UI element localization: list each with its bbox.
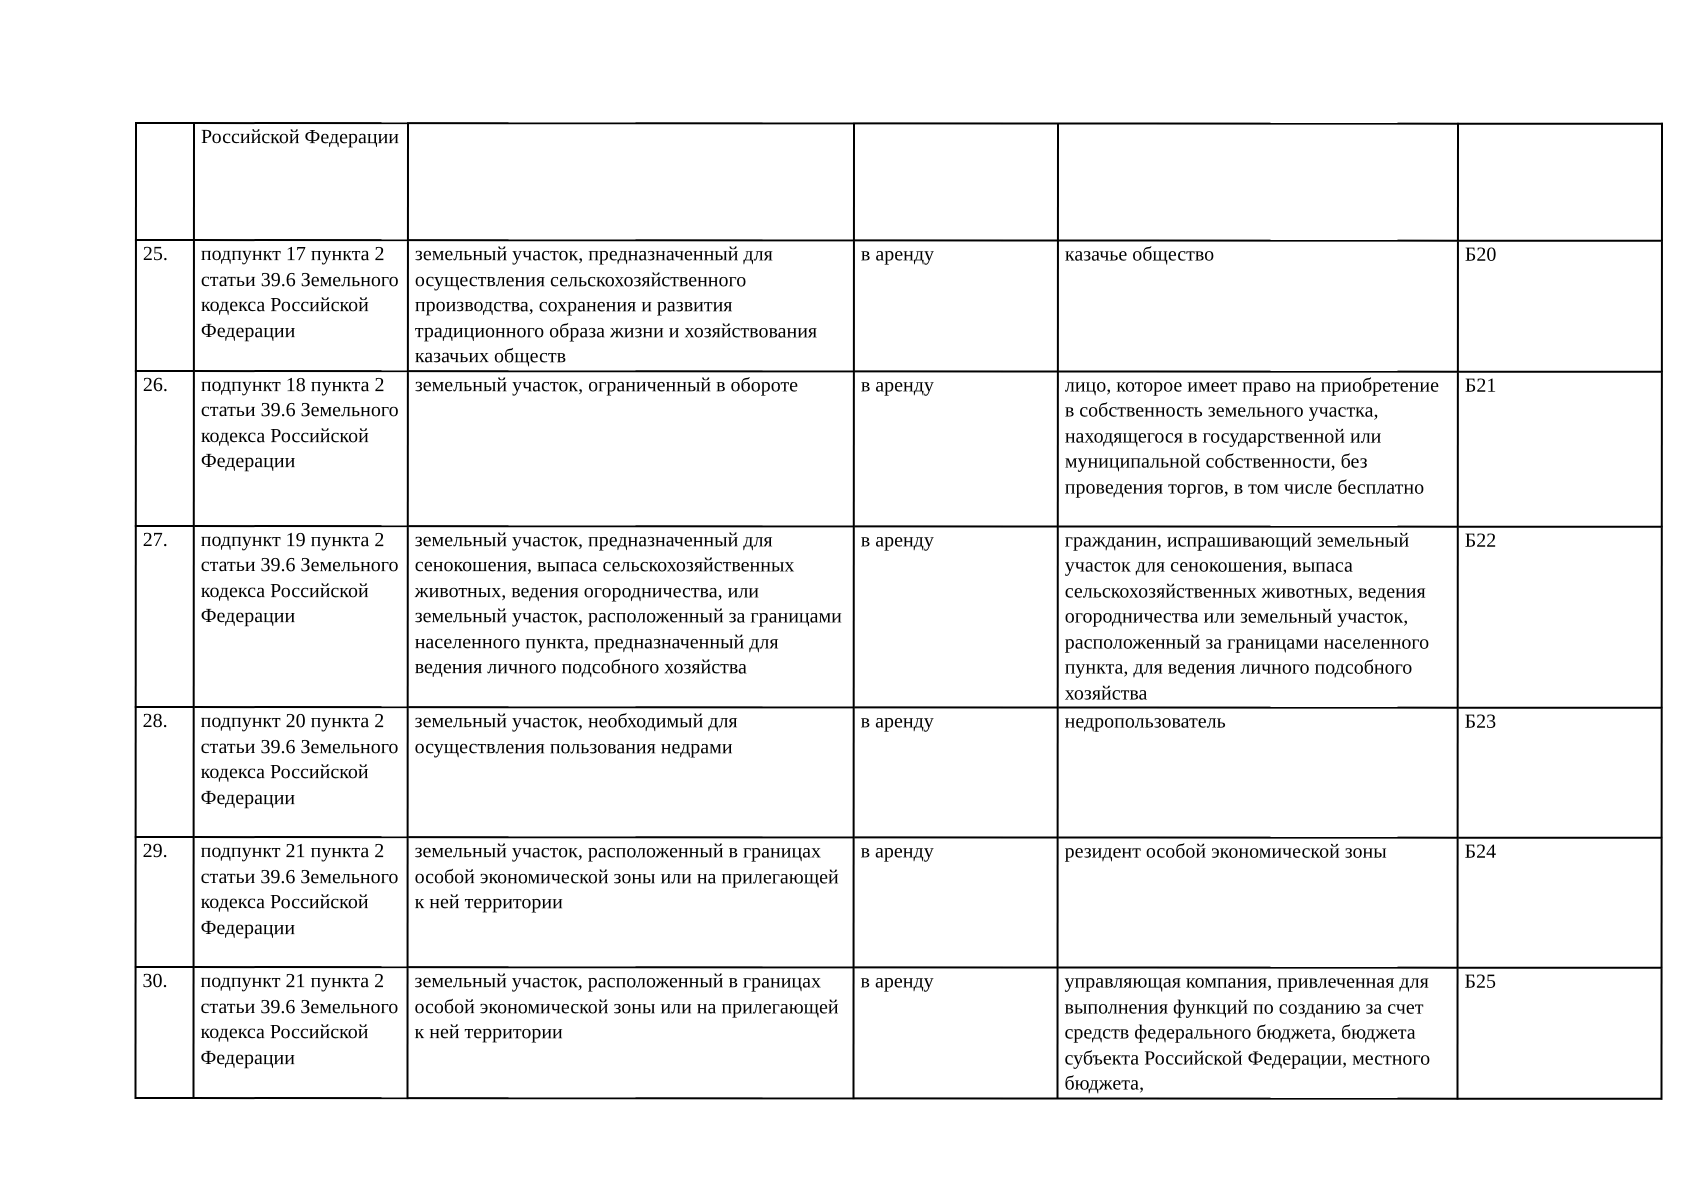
cell-subject xyxy=(1058,123,1458,240)
cell-right: в аренду xyxy=(854,371,1058,526)
cell-code: Б20 xyxy=(1458,241,1662,372)
cell-right: в аренду xyxy=(854,707,1058,837)
cell-object: земельный участок, расположенный в границах особой экономической зоны или на прилегающей к ней территории xyxy=(408,837,854,967)
cell-subject: казачье общество xyxy=(1058,240,1458,371)
table-row xyxy=(135,967,1661,1098)
table-row-continuation xyxy=(136,123,1662,241)
cell-num: 27. xyxy=(136,526,194,708)
cell-object: земельный участок, предназначенный для сенокошения, выпаса сельскохозяйственных животных, ведения огородничества, или земельный участок, расположенный за границами населенного пункта, предназначенный для ведения личного подсобного хозяйства xyxy=(408,526,854,708)
land-plot-table xyxy=(134,122,1663,1099)
cell-basis: подпункт 18 пункта 2 статьи 39.6 Земельного кодекса Российской Федерации xyxy=(194,371,408,526)
table-row xyxy=(136,240,1662,371)
cell-subject: управляющая компания, привлеченная для выполнения функций по созданию за счет средств федерального бюджета, бюджета субъекта Российской Федерации, местного бюджета, xyxy=(1057,967,1457,1098)
cell-object: земельный участок, предназначенный для осуществления сельскохозяйственного производства, сохранения и развития традиционного образа жизни и хозяйствования казачьих обществ xyxy=(408,240,854,371)
cell-object xyxy=(408,123,854,240)
cell-object: земельный участок, ограниченный в обороте xyxy=(408,371,854,526)
cell-right xyxy=(854,123,1058,240)
cell-num: 25. xyxy=(136,240,194,371)
cell-subject: недропользователь xyxy=(1058,707,1458,837)
cell-num xyxy=(136,123,194,240)
cell-object: земельный участок, необходимый для осуществления пользования недрами xyxy=(408,707,854,837)
cell-right: в аренду xyxy=(853,967,1057,1098)
table-row xyxy=(136,526,1662,708)
cell-basis: подпункт 17 пункта 2 статьи 39.6 Земельного кодекса Российской Федерации xyxy=(194,240,408,371)
cell-right: в аренду xyxy=(854,837,1058,967)
cell-code: Б21 xyxy=(1458,371,1662,526)
table-row xyxy=(136,371,1662,527)
cell-subject: гражданин, испрашивающий земельный участок для сенокошения, выпаса сельскохозяйственных животных, ведения огородничества или земельный участок, расположенный за границами населенного пункта, для ведения личного подсобного хозяйства xyxy=(1058,526,1458,708)
cell-code: Б23 xyxy=(1458,708,1662,838)
cell-num: 28. xyxy=(136,707,194,837)
cell-basis: подпункт 21 пункта 2 статьи 39.6 Земельного кодекса Российской Федерации xyxy=(193,967,407,1098)
cell-num: 30. xyxy=(135,967,193,1098)
cell-subject: лицо, которое имеет право на приобретение в собственность земельного участка, находящегося в государственной или муниципальной собственности, без проведения торгов, в том числе бесплатно xyxy=(1058,371,1458,526)
cell-basis: подпункт 20 пункта 2 статьи 39.6 Земельного кодекса Российской Федерации xyxy=(194,707,408,837)
cell-right: в аренду xyxy=(854,240,1058,371)
cell-subject: резидент особой экономической зоны xyxy=(1058,837,1458,967)
cell-basis: подпункт 19 пункта 2 статьи 39.6 Земельного кодекса Российской Федерации xyxy=(194,526,408,708)
cell-basis: подпункт 21 пункта 2 статьи 39.6 Земельного кодекса Российской Федерации xyxy=(194,837,408,967)
cell-code xyxy=(1458,124,1662,241)
cell-code: Б22 xyxy=(1458,526,1662,708)
cell-num: 26. xyxy=(136,371,194,526)
cell-basis: Российской Федерации xyxy=(194,123,408,240)
cell-code: Б24 xyxy=(1458,838,1662,968)
cell-num: 29. xyxy=(136,837,194,967)
cell-object: земельный участок, расположенный в границах особой экономической зоны или на прилегающей к ней территории xyxy=(407,967,853,1098)
table-row xyxy=(136,707,1662,838)
cell-code: Б25 xyxy=(1457,968,1661,1099)
table-row xyxy=(136,837,1662,968)
cell-right: в аренду xyxy=(854,526,1058,708)
